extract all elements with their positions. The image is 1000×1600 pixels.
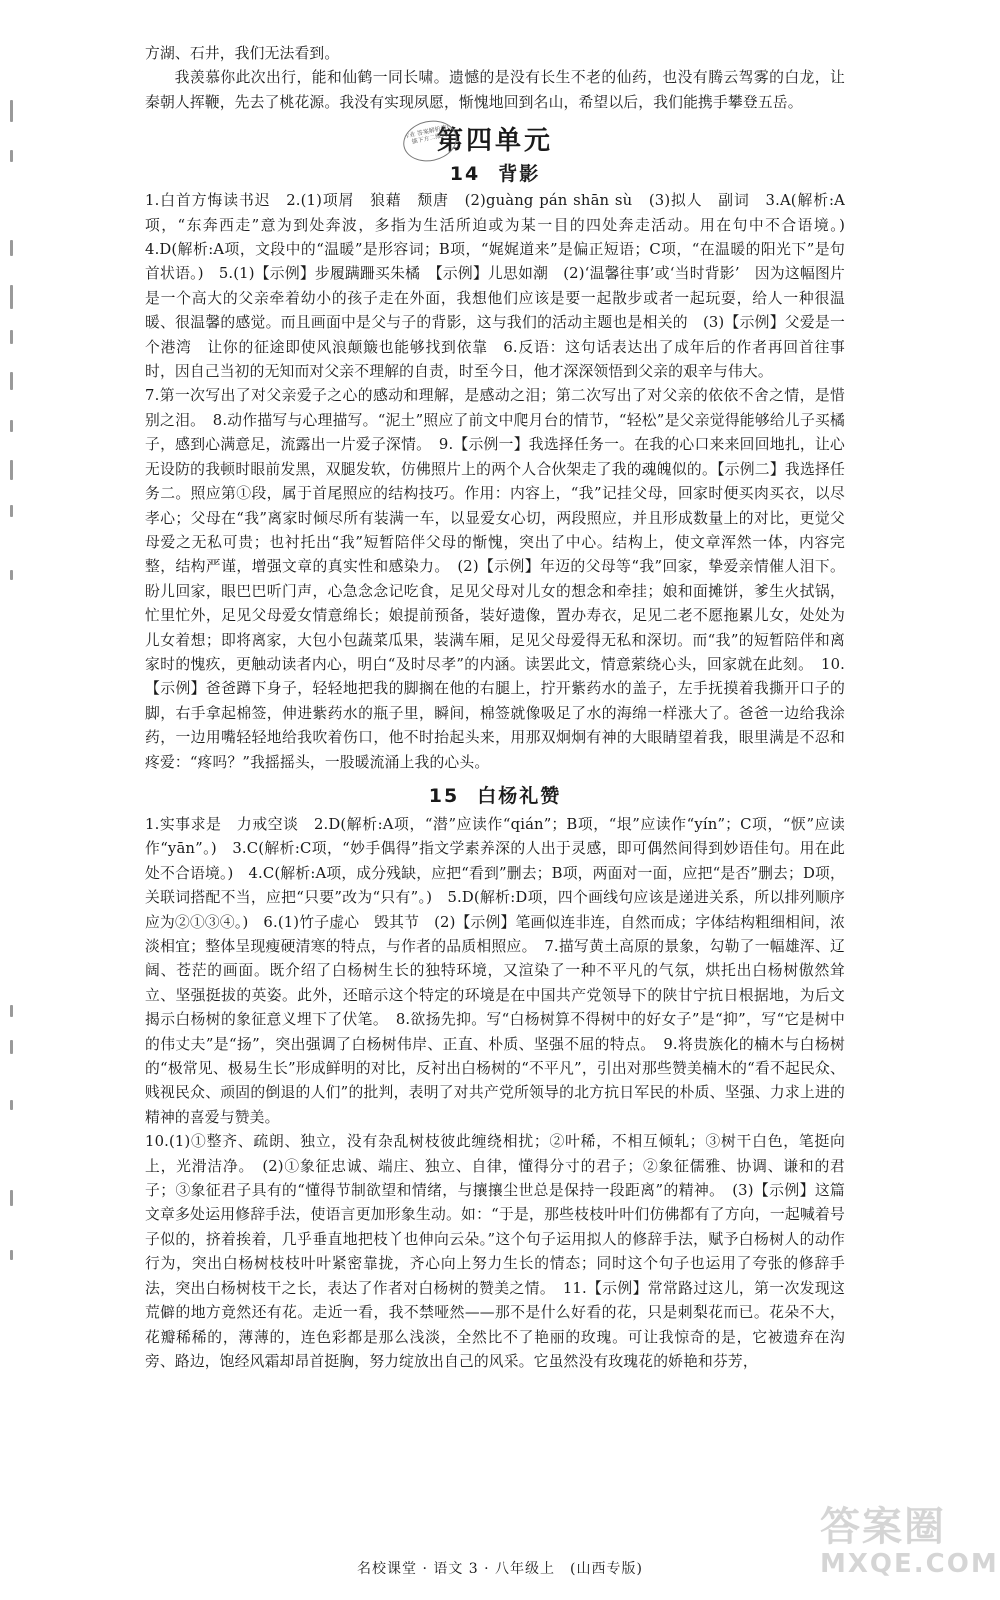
unit-header <box>145 123 845 159</box>
homework-stamp: 作业 答案解析请扫描下方二维码 <box>399 116 460 166</box>
lesson-14-title <box>145 159 845 189</box>
site-watermark-logo: 答案圈 MXQE.COM <box>820 1504 999 1579</box>
binding-margin-marks <box>0 0 30 1600</box>
lesson-15-answers-part2: 10.(1)①整齐、疏朗、独立，没有杂乱树枝彼此缠绕相扰；②叶稀，不相互倾轧；③树干白色，笔挺向上，光滑洁净。 (2)①象征忠诚、端庄、独立、自律，懂得分寸的君子；②象征儒雅、协调、谦和的君子；③象征君子具有的“懂得节制欲望和情绪，与攘攘尘世总是保持一段距离”的精神。 (3)【示例】这篇文章多处运用修辞手法，使语言更加形象生动。如：“于是，那些枝枝叶叶们仿佛都有了方向，一起喊着号子似的，挤着挨着，几乎垂直地把枝丫也伸向云朵。”这个句子运用拟人的修辞手法，赋予白杨树人的动作行为，突出白杨树枝枝叶叶紧密靠拢，齐心向上努力生长的情态；同时这个句子也运用了夸张的修辞手法，突出白杨树枝干之长，表达了作者对白杨树的赞美之情。 11.【示例】常常路过这儿，第一次发现这荒僻的地方竟然还有花。走近一看，我不禁哑然——那不是什么好看的花，只是刺梨花而已。花朵不大，花瓣稀稀的，薄薄的，连色彩都是那么浅淡，全然比不了艳丽的玫瑰。可让我惊奇的是，它被遗弃在沟旁、路边，饱经风霜却昂首挺胸，努力绽放出自己的风采。它虽然没有玫瑰花的娇艳和芬芳， <box>145 1133 845 1370</box>
lesson-15-answers-part1: 1.实事求是 力戒空谈 2.D(解析:A项，“潜”应读作“qián”；B项，“垠”应读作“yín”；C项，“恹”应读作“yān”。) 3.C(解析:C项，“妙手偶得”指文学素养深的人出于灵感，即可偶然间得到妙语佳句。用在此处不合语境。) 4.C(解析:A项，成分残缺，应把“看到”删去；B项，两面对一面，应把“是否”删去；D项，关联词搭配不当，应把“只要”改为“只有”。) 5.D(解析:D项，四个画线句应该是递进关系，所以排列顺序应为②①③④。) 6.(1)竹子虚心 毁其节 (2)【示例】笔画似连非连，自然而成；字体结构粗细相间，浓淡相宜；整体呈现瘦硬清寒的特点，与作者的品质相照应。 7.描写黄土高原的景象，勾勒了一幅雄浑、辽阔、苍茫的画面。既介绍了白杨树生长的独特环境，又渲染了一种不平凡的气氛，烘托出白杨树傲然耸立、坚强挺拔的英姿。此外，还暗示这个特定的环境是在中国共产党领导下的陕甘宁抗日根据地，为后文揭示白杨树的象征意义埋下了伏笔。 8.欲扬先抑。写“白杨树算不得树中的好女子”是“抑”，写“它是树中的伟丈夫”是“扬”，突出强调了白杨树伟岸、正直、朴质、坚强不屈的特点。 9.将贵族化的楠木与白杨树的“极常见、极易生长”形成鲜明的对比，反衬出白杨树的“不平凡”，引出对那些赞美楠木的“看不起民众、贱视民众、顽固的倒退的人们”的批判，表明了对共产党所领导的北方抗日军民的朴质、坚强、力求上进的精神的喜爱与赞美。 <box>145 815 845 1126</box>
unit-title: 第四单元 <box>436 126 553 157</box>
intro-paragraph: 我羡慕你此次出行，能和仙鹤一同长啸。遗憾的是没有长生不老的仙药，也没有腾云驾雾的白龙，让秦朝人挥鞭，先去了桃花源。我没有实现夙愿，惭愧地回到名山，希望以后，我们能携手攀登五岳。 <box>145 69 845 111</box>
lesson-14-answers-part2: 7.第一次写出了对父亲爱子之心的感动和理解，是感动之泪；第二次写出了对父亲的依依不舍之情，是惜别之泪。 8.动作描写与心理描写。“泥土”照应了前文中爬月台的情节，“轻松”是父亲觉得能够给儿子买橘子，感到心满意足，流露出一片爱子深情。 9.【示例一】我选择任务一。在我的心口来来回回地扎，让心无设防的我顿时眼前发黑，双腿发软，仿佛照片上的两个人合伙架走了我的魂魄似的。【示例二】我选择任务二。照应第①段，属于首尾照应的结构技巧。作用：内容上，“我”记挂父母，回家时便买肉买衣，以尽孝心；父母在“我”离家时倾尽所有装满一车，以显爱女心切，两段照应，并且形成数量上的对比，更觉父母爱之无私可贵；也衬托出“我”短暂陪伴父母的惭愧，突出了中心。结构上，使文章浑然一体，内容完整，结构严谨，增强文章的真实性和感染力。 (2)【示例】年迈的父母等“我”回家，挚爱亲情催人泪下。盼儿回家，眼巴巴听门声，心急念念记吃食，足见父母对儿女的想念和牵挂；娘和面摊饼，爹生火拭锅，忙里忙外，足见父母爱女情意绵长；娘提前预备，装好遗像，置办寿衣，足见二老不愿拖累儿女，处处为儿女着想；即将离家，大包小包蔬菜瓜果，装满车厢，足见父母爱得无私和深切。而“我”的短暂陪伴和离家时的愧疚，更触动读者内心，明白“及时尽孝”的内涵。读罢此文，情意萦绕心头，回家就在此刻。 10.【示例】爸爸蹲下身子，轻轻地把我的脚搁在他的右腿上，拧开紫药水的盖子，左手抚摸着我撕开口子的脚，右手拿起棉签，伸进紫药水的瓶子里，瞬间，棉签就像吸足了水的海绵一样涨大了。爸爸一边给我涂药，一边用嘴轻轻地给我吹着伤口，他不时抬起头来，用那双炯炯有神的大眼睛望着我，眼里满是不忍和疼爱：“疼吗？”我摇摇头，一股暖流涌上我的心头。 <box>145 387 845 771</box>
lesson-number: 15 <box>428 784 460 807</box>
lesson-name: 白杨礼赞 <box>477 784 562 807</box>
lesson-number: 14 <box>449 163 481 186</box>
lesson-15-title <box>145 781 845 811</box>
page-footer: 名校课堂 · 语文 3 · 八年级上 (山西专版) <box>357 1561 643 1577</box>
answer-content <box>145 42 860 1374</box>
lesson-14-answers-part1: 1.白首方悔读书迟 2.(1)项屑 狼藉 颓唐 (2)guàng pán shān sù (3)拟人 副词 3.A(解析:A项，“东奔西走”意为到处奔波，多指为生活所迫或为某一目的四处奔走活动。用在句中不合语境。) 4.D(解析:A项，文段中的“温暖”是形容词；B项，“娓娓道来”是偏正短语；C项，“在温暖的阳光下”是句首状语。) 5.(1)【示例】步履蹒跚买朱橘 【示例】儿思如潮 (2)‘温馨往事’或‘当时背影’ 因为这幅图片是一个高大的父亲牵着幼小的孩子走在外面，我想他们应该是要一起散步或者一起玩耍，给人一种很温暖、很温馨的感觉。而且画面中是父与子的背影，这与我们的活动主题也是相关的 (3)【示例】父爱是一个港湾 让你的征途即使风浪颠簸也能够找到依靠 6.反语：这句话表达出了成年后的作者再回首往事时，因自己当初的无知而对父亲不理解的自责，时至今日，他才深深领悟到父亲的艰辛与伟大。 <box>145 192 860 381</box>
intro-line: 方湖、石井，我们无法看到。 <box>145 45 340 62</box>
lesson-name: 背影 <box>498 163 541 186</box>
